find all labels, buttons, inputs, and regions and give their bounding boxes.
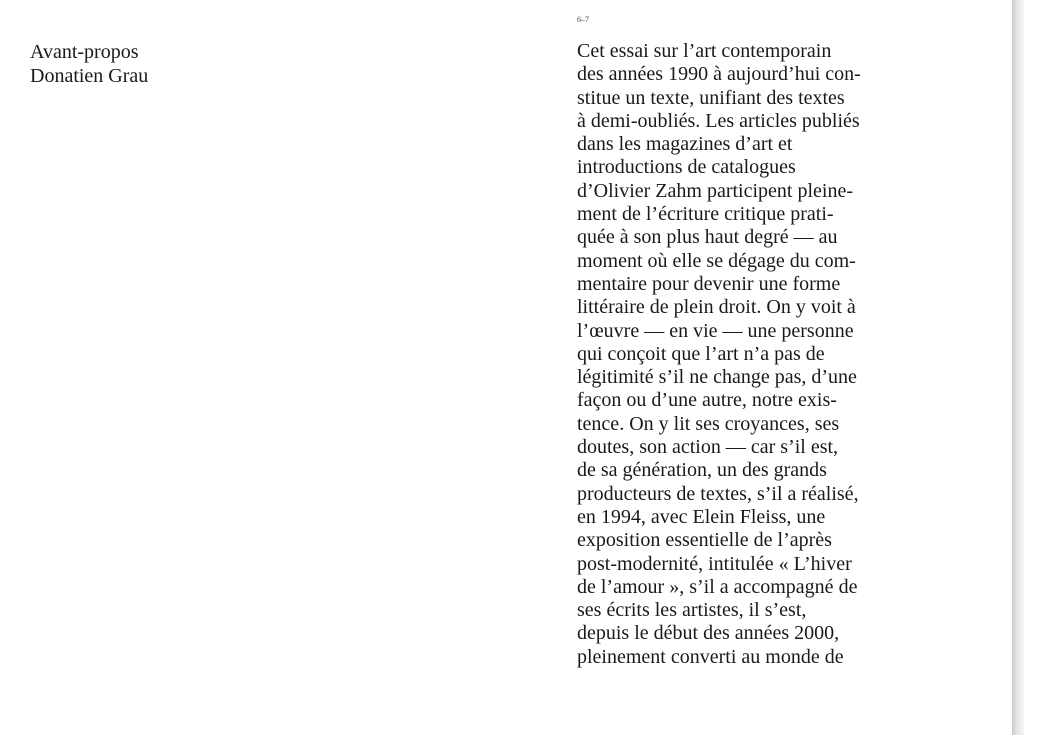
text-line: des années 1990 à aujourd’hui con- — [577, 63, 861, 86]
text-line: doutes, son action — car s’il est, — [577, 436, 839, 459]
author-name: Donatien Grau — [30, 65, 149, 87]
text-line: ment de l’écriture critique prati- — [577, 203, 834, 226]
body-paragraph — [577, 40, 907, 669]
text-line: mentaire pour devenir une forme — [577, 272, 841, 295]
text-line: Cet essai sur l’art contemporain — [577, 40, 832, 62]
chapter-title: Avant-propos — [30, 41, 139, 63]
text-line: littéraire de plein droit. On y voit à — [577, 296, 856, 319]
text-line: exposition essentielle de l’après — [577, 529, 832, 552]
text-line: d’Olivier Zahm participent pleine- — [577, 179, 854, 202]
text-line: pleinement converti au monde de — [577, 645, 844, 668]
text-line: à demi-oubliés. Les articles publiés — [577, 109, 860, 132]
text-line: quée à son plus haut degré — au — [577, 226, 838, 249]
text-line: depuis le début des années 2000, — [577, 622, 840, 645]
text-line: de l’amour », s’il a accompagné de — [577, 575, 858, 598]
text-line: tence. On y lit ses croyances, ses — [577, 412, 840, 435]
page-number: 6–7 — [577, 15, 589, 24]
page-edge-shadow — [1012, 0, 1024, 735]
text-line: moment où elle se dégage du com- — [577, 249, 856, 272]
text-line: en 1994, avec Elein Fleiss, une — [577, 505, 826, 528]
text-line: façon ou d’une autre, notre exis- — [577, 389, 837, 412]
text-line: qui conçoit que l’art n’a pas de — [577, 342, 825, 365]
text-line: l’œuvre — en vie — une personne — [577, 319, 854, 342]
text-line: producteurs de textes, s’il a réalisé, — [577, 482, 859, 505]
text-line: dans les magazines d’art et — [577, 133, 793, 156]
text-line: ses écrits les artistes, il s’est, — [577, 599, 807, 622]
text-line: post-modernité, intitulée « L’hiver — [577, 552, 852, 575]
text-line: de sa génération, un des grands — [577, 459, 827, 482]
text-line: introductions de catalogues — [577, 156, 796, 179]
text-line: stitue un texte, unifiant des textes — [577, 86, 845, 109]
chapter-heading — [30, 40, 148, 88]
text-line: légitimité s’il ne change pas, d’une — [577, 366, 857, 389]
